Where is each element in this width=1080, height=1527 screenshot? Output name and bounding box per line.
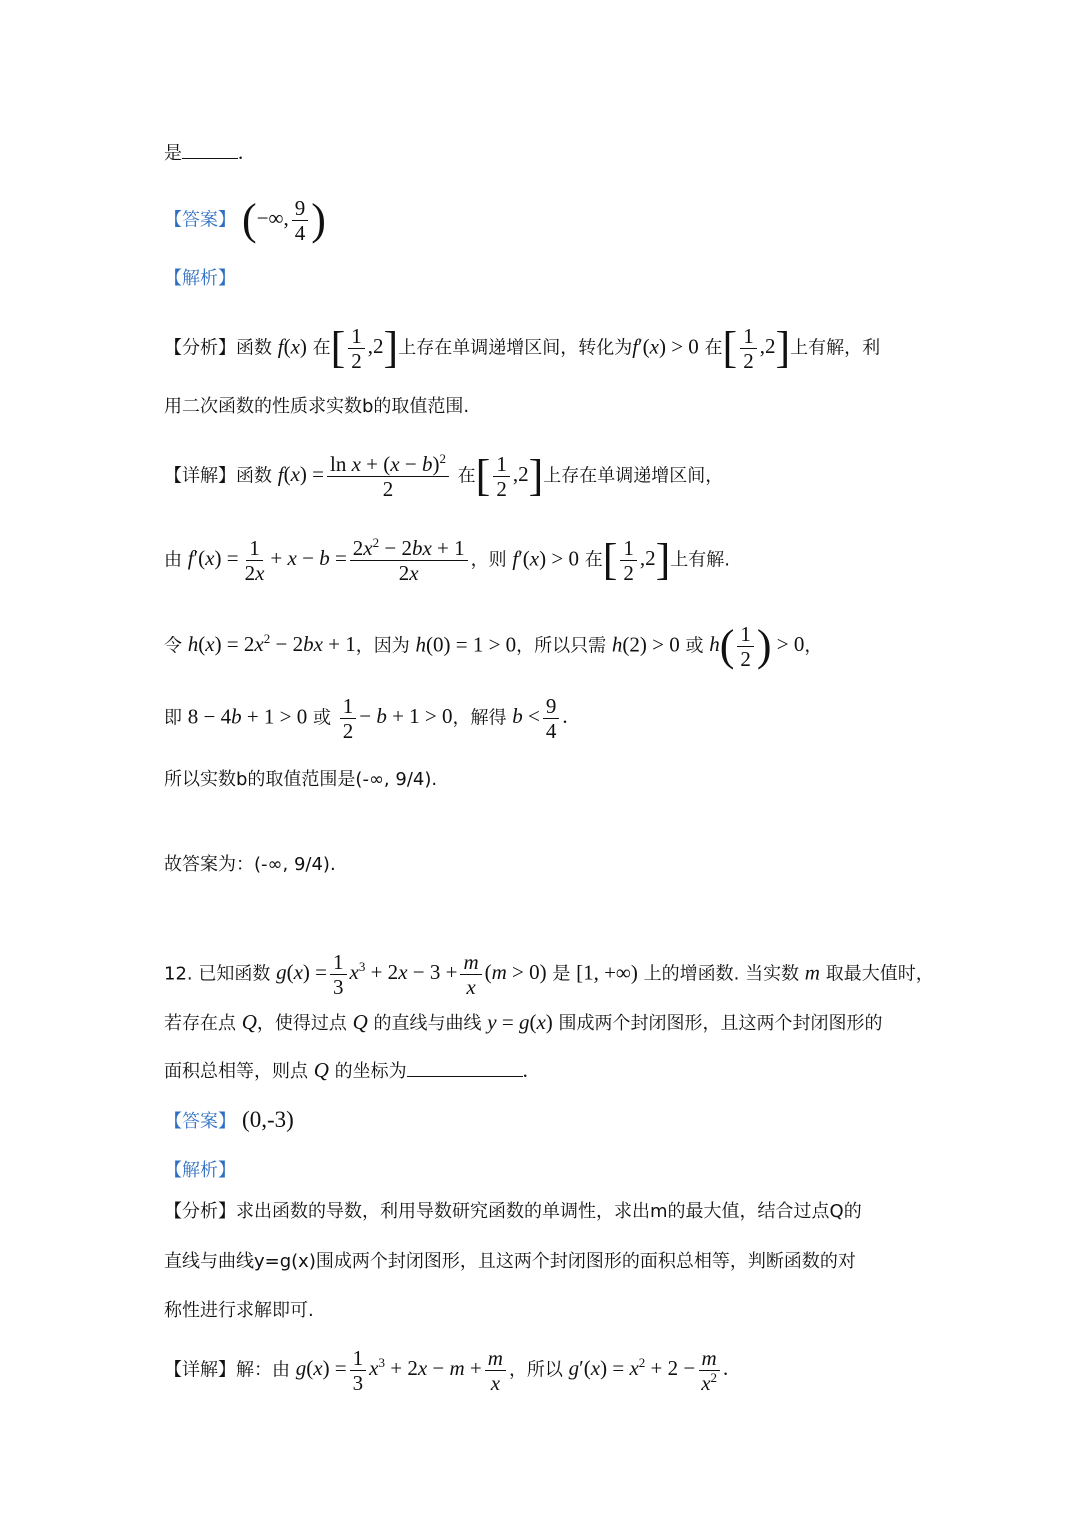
detail-head: 【详解】 — [164, 1359, 236, 1381]
q12-analysis-l1 — [164, 1198, 862, 1226]
q11-final — [164, 851, 336, 879]
q12-stem-l1: 12. 已知函数 g(x) = $\frac{1}{3}$ $x^3 + 2x - 3$ + $\frac{m}{x}$ (m > 0) 是 [1, +∞) 上的增函数. 当实数 m 取最大值时， — [164, 950, 934, 1000]
conclusion-text: 所以实数b的取值范围是(-∞, 9/4). — [164, 769, 438, 790]
analysis-head: 【分析】 — [164, 1201, 236, 1222]
q11-detail-l2: 由 f′(x) = $\frac{1}{2x}$ + x − b = $\frac{2x^2 - 2bx + 1}{2x}$ ，则 f′(x) > 0 在[ $\frac{1}{2}$ ,2]上有解. — [164, 535, 730, 586]
detail-head: 【详解】 — [164, 465, 236, 487]
analysis-line-2: 用二次函数的性质求实数b的取值范围. — [164, 396, 470, 417]
analysis-line-1: 求出函数的导数，利用导数研究函数的单调性，求出m的最大值，结合过点Q的 — [236, 1201, 862, 1222]
q11-answer: 【答案】 (−∞, $\frac{9}{4}$ ) — [164, 195, 326, 246]
q12-analysis-l2 — [164, 1248, 856, 1276]
q11-analysis-l2 — [164, 393, 469, 421]
answer-blank — [407, 1056, 523, 1077]
analysis-head: 【分析】 — [164, 337, 236, 359]
q11-conclusion — [164, 766, 437, 794]
question-number: 12. — [164, 963, 193, 985]
q12-stem-l2: 若存在点 Q，使得过点 Q 的直线与曲线 y = g(x) 围成两个封闭图形，且这两个封闭图形的 — [164, 1010, 883, 1034]
analysis-line-2: 直线与曲线y=g(x)围成两个封闭图形，且这两个封闭图形的面积总相等，判断函数的对 — [164, 1251, 856, 1272]
q11-detail-l4: 即 8 − 4b + 1 > 0 或 $\frac{1}{2}$ − b + 1 > 0，解得 b < $\frac{9}{4}$ . — [164, 694, 568, 744]
q11-detail-l1: 【详解】函数 f(x) = $\frac{\ln x + (x - b)^2}{2}$ 在[ $\frac{1}{2}$ ,2]上存在单调递增区间， — [164, 451, 724, 502]
q12-analysis-tag — [164, 1156, 236, 1185]
analysis-tag: 【解析】 — [164, 1160, 236, 1181]
q11-tail: 是 . — [164, 140, 244, 164]
q11-tail-text: 是 — [164, 143, 182, 164]
answer-tag: 【答案】 — [164, 209, 236, 231]
q12-detail-l1: 【详解】解：由 g(x) = $\frac{1}{3}$ $x^3 + 2x - m$ + $\frac{m}{x}$ ，所以 $g'(x) = x^2 + 2$ − $\frac{m}{x^2}$ . — [164, 1346, 729, 1396]
answer-value: (0,-3) — [242, 1107, 294, 1132]
q12-stem-l3: 面积总相等，则点 Q 的坐标为 . — [164, 1058, 528, 1082]
q11-analysis-l1: 【分析】函数 f(x) 在[ $\frac{1}{2}$ ,2]上存在单调递增区间，转化为f′(x) > 0 在[ $\frac{1}{2}$ ,2]上有解，利 — [164, 323, 881, 374]
analysis-line-3: 称性进行求解即可. — [164, 1300, 314, 1321]
analysis-tag: 【解析】 — [164, 268, 236, 289]
answer-blank — [182, 138, 238, 159]
final-answer-text: 故答案为：(-∞, 9/4). — [164, 854, 336, 875]
answer-tag: 【答案】 — [164, 1111, 236, 1132]
q11-analysis-tag — [164, 264, 236, 293]
q12-analysis-l3 — [164, 1297, 314, 1325]
q11-detail-l3: 令 $h(x) = 2x^2 - 2bx + 1$，因为 h(0) = 1 > 0，所以只需 h(2) > 0 或 h( $\frac{1}{2}$ ) > 0， — [164, 621, 823, 672]
q12-answer — [164, 1106, 294, 1136]
